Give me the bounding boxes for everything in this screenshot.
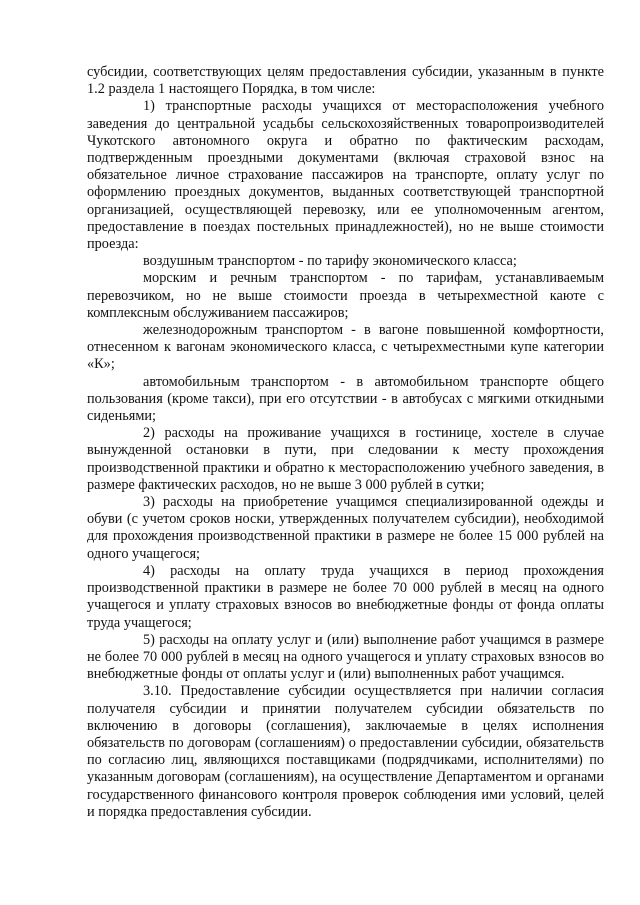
paragraph-intro: субсидии, соответствующих целям предоставления субсидии, указанным в пункте 1.2 раздела 1 настоящего Порядка, в том числе: (87, 64, 604, 98)
paragraph-item-4-wages: 4) расходы на оплату труда учащихся в период прохождения производственной практики в размере не более 70 000 рублей в месяц на одного учащегося и уплату страховых взносов во внебюджетные фонды от фонда оплаты труда учащегося; (87, 562, 604, 631)
paragraph-section-3-10: 3.10. Предоставление субсидии осуществляется при наличии согласия получателя субсидии и принятии получателем субсидии обязательств по включению в договоры (соглашения), заключаемые в целях исполнения обязательств по договорам (соглашениям) о предоставлении субсидии, обязательств по согласию лиц, являющихся поставщиками (подрядчиками, исполнителями) по указанным договорам (соглашениям), на осуществление Департаментом и органами государственного финансового контроля проверок соблюдения ими условий, целей и порядка предоставления субсидии. (87, 683, 604, 820)
paragraph-air-transport: воздушным транспортом - по тарифу экономического класса; (143, 253, 517, 270)
paragraph-item-2-accommodation: 2) расходы на проживание учащихся в гостинице, хостеле в случае вынужденной остановки в пути, при следовании к месту прохождения производственной практики и обратно к месторасположению учебного заведения, в размере фактических расходов, но не выше 3 000 рублей в сутки; (87, 425, 604, 493)
paragraph-item-3-clothing: 3) расходы на приобретение учащимся специализированной одежды и обуви (с учетом сроков носки, утвержденных получателем субсидии), необходимой для прохождения производственной практики в размере не более 15 000 рублей на одного учащегося; (87, 494, 604, 562)
paragraph-rail-transport: железнодорожным транспортом - в вагоне повышенной комфортности, отнесенном к вагонам экономического класса, с четырехместными купе категории «К»; (87, 322, 604, 373)
paragraph-item-1-transport: 1) транспортные расходы учащихся от месторасположения учебного заведения до центральной усадьбы сельскохозяйственных товаропроизводителей Чукотского автономного округа и обратно по фактическим расходам, подтвержденным проездными документами (включая страховой взнос на обязательное личное страхование пассажиров на транспорте, оплату услуг по оформлению проездных документов, выданных соответствующей транспортной организацией, осуществляющей перевозку, или ее уполномоченным агентом, предоставление в поездах постельных принадлежностей), но не выше стоимости проезда: (87, 98, 604, 253)
paragraph-item-5-services: 5) расходы на оплату услуг и (или) выполнение работ учащимся в размере не более 70 000 рублей в месяц на одного учащегося и уплату страховых взносов во внебюджетные фонды от оплаты услуг и (или) выполненных работ учащимся. (87, 631, 604, 683)
paragraph-road-transport: автомобильным транспортом - в автомобильном транспорте общего пользования (кроме такси), при его отсутствии - в автобусах с мягкими откидными сиденьями; (87, 373, 604, 425)
paragraph-sea-river-transport: морским и речным транспортом - по тарифам, устанавливаемым перевозчиком, но не выше стоимости проезда в четырехместной каюте с комплексным обслуживанием пассажиров; (87, 270, 604, 321)
